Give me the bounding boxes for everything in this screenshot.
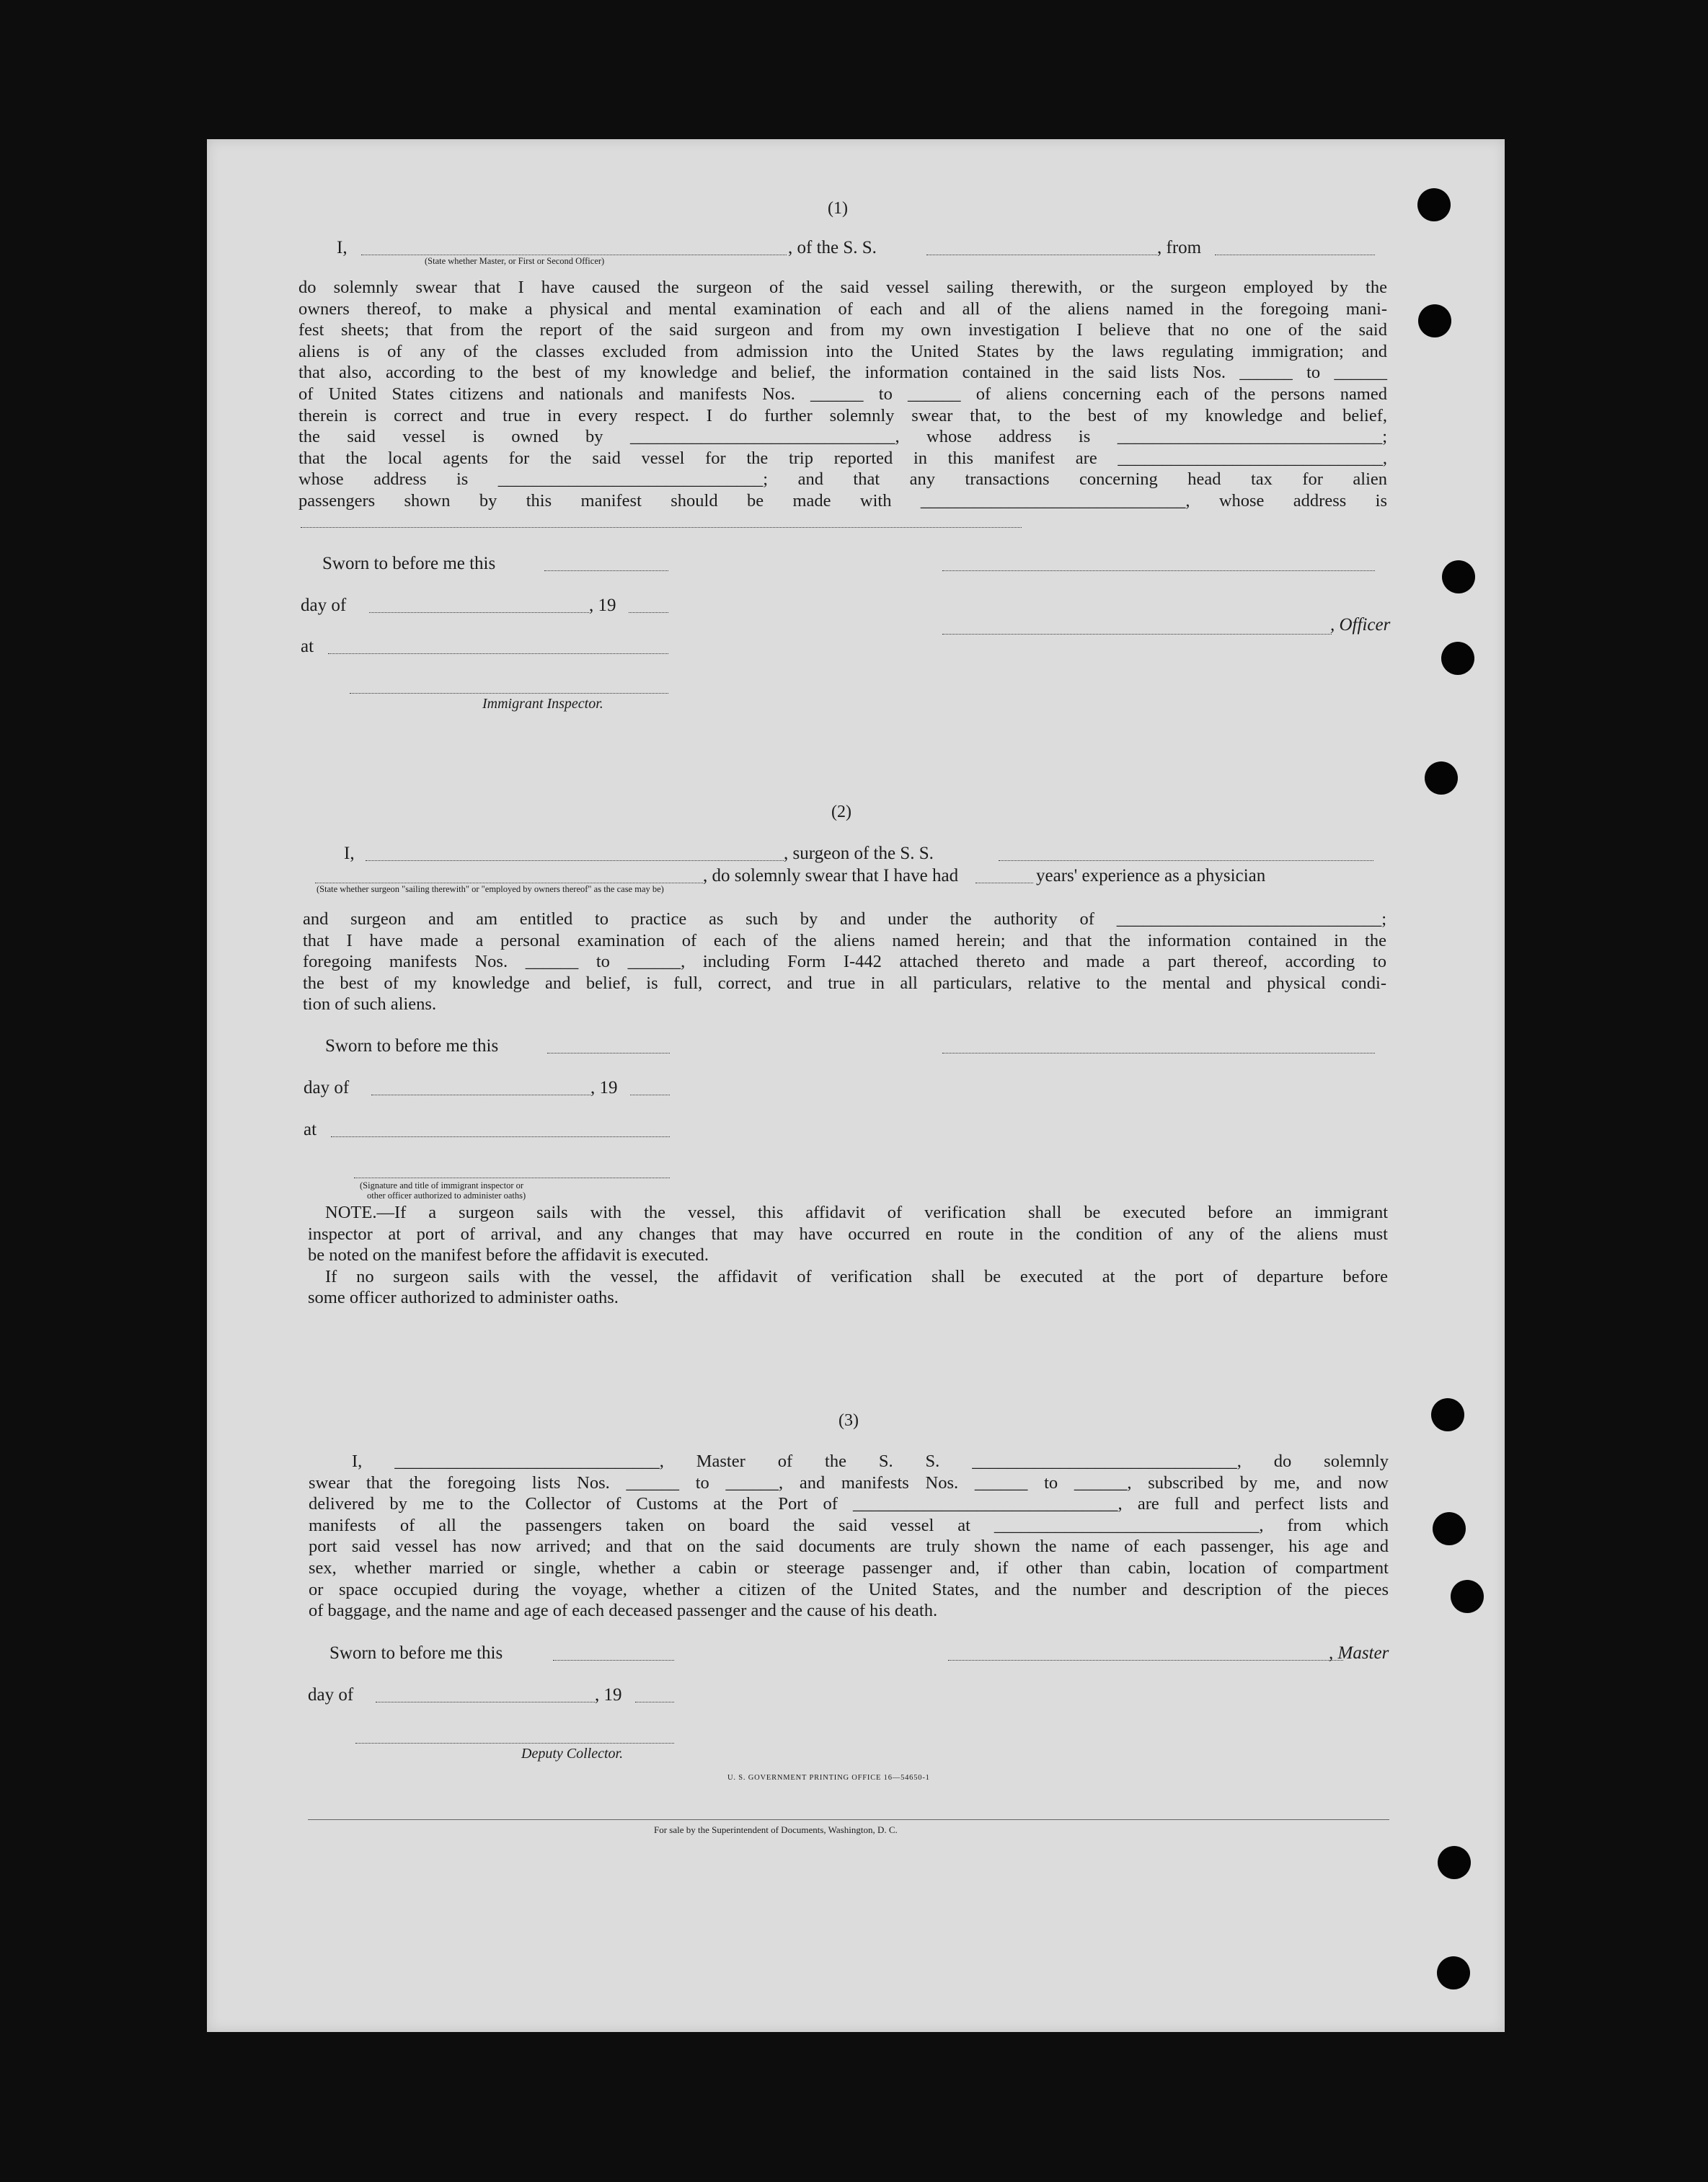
binder-hole: [1437, 1956, 1470, 1989]
section-2-sworn: Sworn to before me this: [325, 1036, 499, 1056]
section-2-day-of: day of: [304, 1078, 350, 1097]
section-2-sworn-date-blank: [547, 1053, 670, 1054]
manifest-affidavit-page: [207, 139, 1505, 2032]
section-1-i: I,: [337, 238, 348, 257]
section-1-officer-title-blank: [942, 634, 1332, 635]
printing-office-line: U. S. GOVERNMENT PRINTING OFFICE 16—54650-1: [727, 1774, 930, 1782]
section-3-deputy-label: Deputy Collector.: [521, 1746, 624, 1762]
section-2-signature-note-2: other officer authorized to administer oaths): [367, 1191, 526, 1201]
section-3-day-of: day of: [308, 1685, 354, 1705]
officer-rank-note: (State whether Master, or First or Second Officer): [425, 256, 605, 266]
section-3-collector-signature-blank: [355, 1743, 674, 1744]
section-2-vessel-blank: [999, 860, 1373, 861]
section-1-place-blank: [328, 653, 668, 654]
section-2-year: , 19: [590, 1078, 618, 1097]
section-3-number: (3): [838, 1411, 859, 1430]
section-1-of-ss: , of the S. S.: [788, 238, 877, 257]
section-3-sworn: Sworn to before me this: [329, 1643, 503, 1663]
section-1-at: at: [301, 637, 314, 656]
section-2-number: (2): [831, 803, 851, 821]
section-1-sworn-date-blank: [544, 570, 668, 571]
head-tax-agent-address-blank: [301, 527, 1022, 528]
section-2-at: at: [304, 1120, 317, 1139]
section-3-sworn-date-blank: [553, 1660, 674, 1661]
section-1-year: , 19: [589, 596, 616, 615]
binder-hole: [1442, 560, 1475, 593]
section-1-year-blank: [629, 612, 668, 613]
section-1-from: , from: [1157, 238, 1202, 257]
section-2-place-blank: [331, 1136, 670, 1137]
section-1-inspector-signature-blank: [350, 693, 668, 694]
superintendent-sale-line: For sale by the Superintendent of Documents, Washington, D. C.: [654, 1824, 898, 1835]
binder-hole: [1431, 1398, 1464, 1431]
section-3-year: , 19: [595, 1685, 622, 1705]
section-2-i: I,: [344, 844, 355, 863]
section-3-body: I, ______________________________, Master of the S. S. ______________________________, do solemnly swear that the foregoing lists Nos. ______ to ______, and manifests Nos. ______ to ______, subscribed by me, and now delivered by me to the Collector of Customs at the Port of ______________________________, are full and perfect lists and manifests of all the passengers taken on board the said vessel at ______________________________, from which port said vessel has now arrived; and that on the said documents are truly shown the name of each passenger, his age and sex, whether married or single, whether a cabin or steerage passenger and, if other than cabin, location of compartment or space occupied during the voyage, whether a citizen of the United States, and the number and description of the pieces of baggage, and the name and age of each deceased passenger and the cause of his death.: [309, 1452, 1389, 1621]
section-2-note: NOTE.—If a surgeon sails with the vessel, this affidavit of verification shall be executed before an immigrant inspector at port of arrival, and any changes that may have occurred en route in the condition of any of the aliens must be noted on the manifest before the affidavit is executed. If no surgeon sails with the vessel, the affidavit of verification shall be executed at the port of departure before some officer authorized to administer oaths.: [308, 1203, 1388, 1308]
section-2-signature-note-1: (Signature and title of immigrant inspector or: [360, 1180, 524, 1191]
section-1-body: do solemnly swear that I have caused the surgeon of the said vessel sailing therewith, or the surgeon employed by the owners thereof, to make a physical and mental examination of each and all of the aliens named in the foregoing mani- fest sheets; that from the report of the said surgeon and from my own investigation I believe that no one of the said aliens is of any of the classes excluded from admission into the United States by the laws regulating immigration; and that also, according to the best of my knowledge and belief, the information contained in the said lists Nos. ______ to ______ of United States citizens and nationals and manifests Nos. ______ to ______ of aliens concerning each of the persons named therein is correct and true in every respect. I do further solemnly swear that, to the best of my knowledge and belief, the said vessel is owned by ______________________________, whose address is ______________________________; that the local agents for the said vessel for the trip reported in this manifest are ______________________________, whose address is ______________________________; and that any transactions concerning head tax for alien passengers shown by this manifest should be made with ______________________________, whose address is: [298, 278, 1387, 511]
binder-hole: [1438, 1846, 1471, 1879]
section-1-officer-signature-blank: [942, 570, 1375, 571]
section-2-swear: , do solemnly swear that I have had: [703, 866, 959, 885]
section-1-month-blank: [369, 612, 589, 613]
footer-rule: [308, 1819, 1389, 1820]
binder-hole: [1418, 304, 1451, 337]
binder-hole: [1441, 642, 1474, 675]
section-2-body: and surgeon and am entitled to practice as such by and under the authority of ______________________________; that I have made a personal examination of each of the aliens named herein; and that the information contained in the foregoing manifests Nos. ______ to ______, including Form I-442 attached thereto and made a part thereof, according to the best of my knowledge and belief, is full, correct, and true in all particulars, relative to the mental and physical condi- tion of such aliens.: [303, 909, 1386, 1015]
section-3-master-signature-blank: [948, 1660, 1343, 1661]
surgeon-name-blank: [366, 860, 784, 861]
section-1-day-of: day of: [301, 596, 347, 615]
section-1-sworn: Sworn to before me this: [322, 554, 496, 573]
binder-hole: [1425, 761, 1458, 795]
binder-hole: [1417, 188, 1451, 221]
surgeon-status-note: (State whether surgeon "sailing therewith" or "employed by owners thereof" as the case may be): [317, 884, 664, 894]
section-2-surgeon-signature-blank: [942, 1053, 1375, 1054]
binder-hole: [1433, 1512, 1466, 1545]
binder-hole: [1451, 1580, 1484, 1613]
section-1-number: (1): [828, 199, 848, 218]
section-3-master-label: , Master: [1329, 1643, 1389, 1663]
section-2-experience: years' experience as a physician: [1036, 866, 1266, 885]
section-2-surgeon-of: , surgeon of the S. S.: [784, 844, 934, 863]
section-1-inspector-label: Immigrant Inspector.: [482, 696, 603, 712]
section-1-officer-label: , Officer: [1330, 615, 1391, 635]
